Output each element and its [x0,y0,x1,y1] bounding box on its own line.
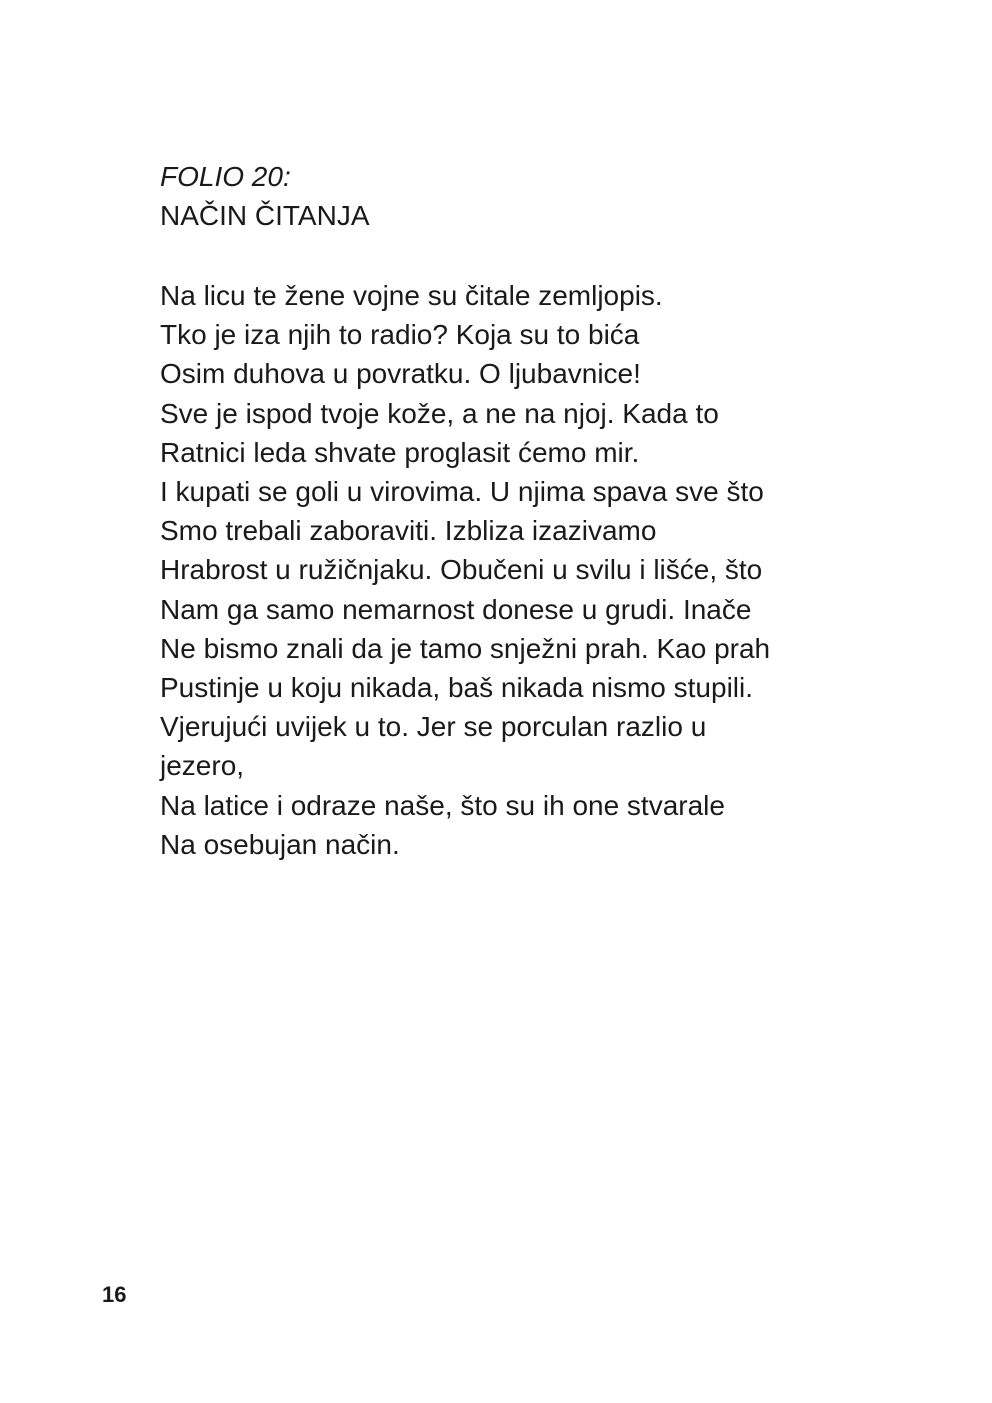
poem-title: NAČIN ČITANJA [160,200,370,231]
poem-body [160,276,860,864]
poem-line: Ratnici leda shvate proglasit ćemo mir. [160,436,640,468]
poem-line: Sve je ispod tvoje kože, a ne na njoj. Kada to [160,397,719,429]
poem-line: Nam ga samo nemarnost donese u grudi. Inače [160,593,752,625]
poem-line: Na licu te žene vojne su čitale zemljopis. [160,280,663,311]
poem-line: Pustinje u koju nikada, baš nikada nismo stupili. [160,672,754,704]
poem-line: Na latice i odraze naše, što su ih one stvarale [160,789,725,821]
poem-line: Vjerujući uvijek u to. Jer se porculan razlio u [160,711,707,743]
page-number: 16 [102,1282,127,1307]
poem-line: Ne bismo znali da je tamo snježni prah. Kao prah [160,632,771,664]
poem-line: Tko je iza njih to radio? Koja su to bića [160,319,640,351]
poem-line: Osim duhova u povratku. O ljubavnice! [160,358,641,390]
poem-line: Na osebujan način. [160,828,400,860]
poem-line: Smo trebali zaboraviti. Izbliza izazivamo [160,515,657,547]
folio-label: FOLIO 20: [160,161,291,192]
poem-line: jezero, [160,750,245,782]
poem-line: Hrabrost u ružičnjaku. Obučeni u svilu i lišće, što [160,554,763,586]
poem-line: I kupati se goli u virovima. U njima spava sve što [160,476,764,508]
poem-heading [160,157,370,235]
